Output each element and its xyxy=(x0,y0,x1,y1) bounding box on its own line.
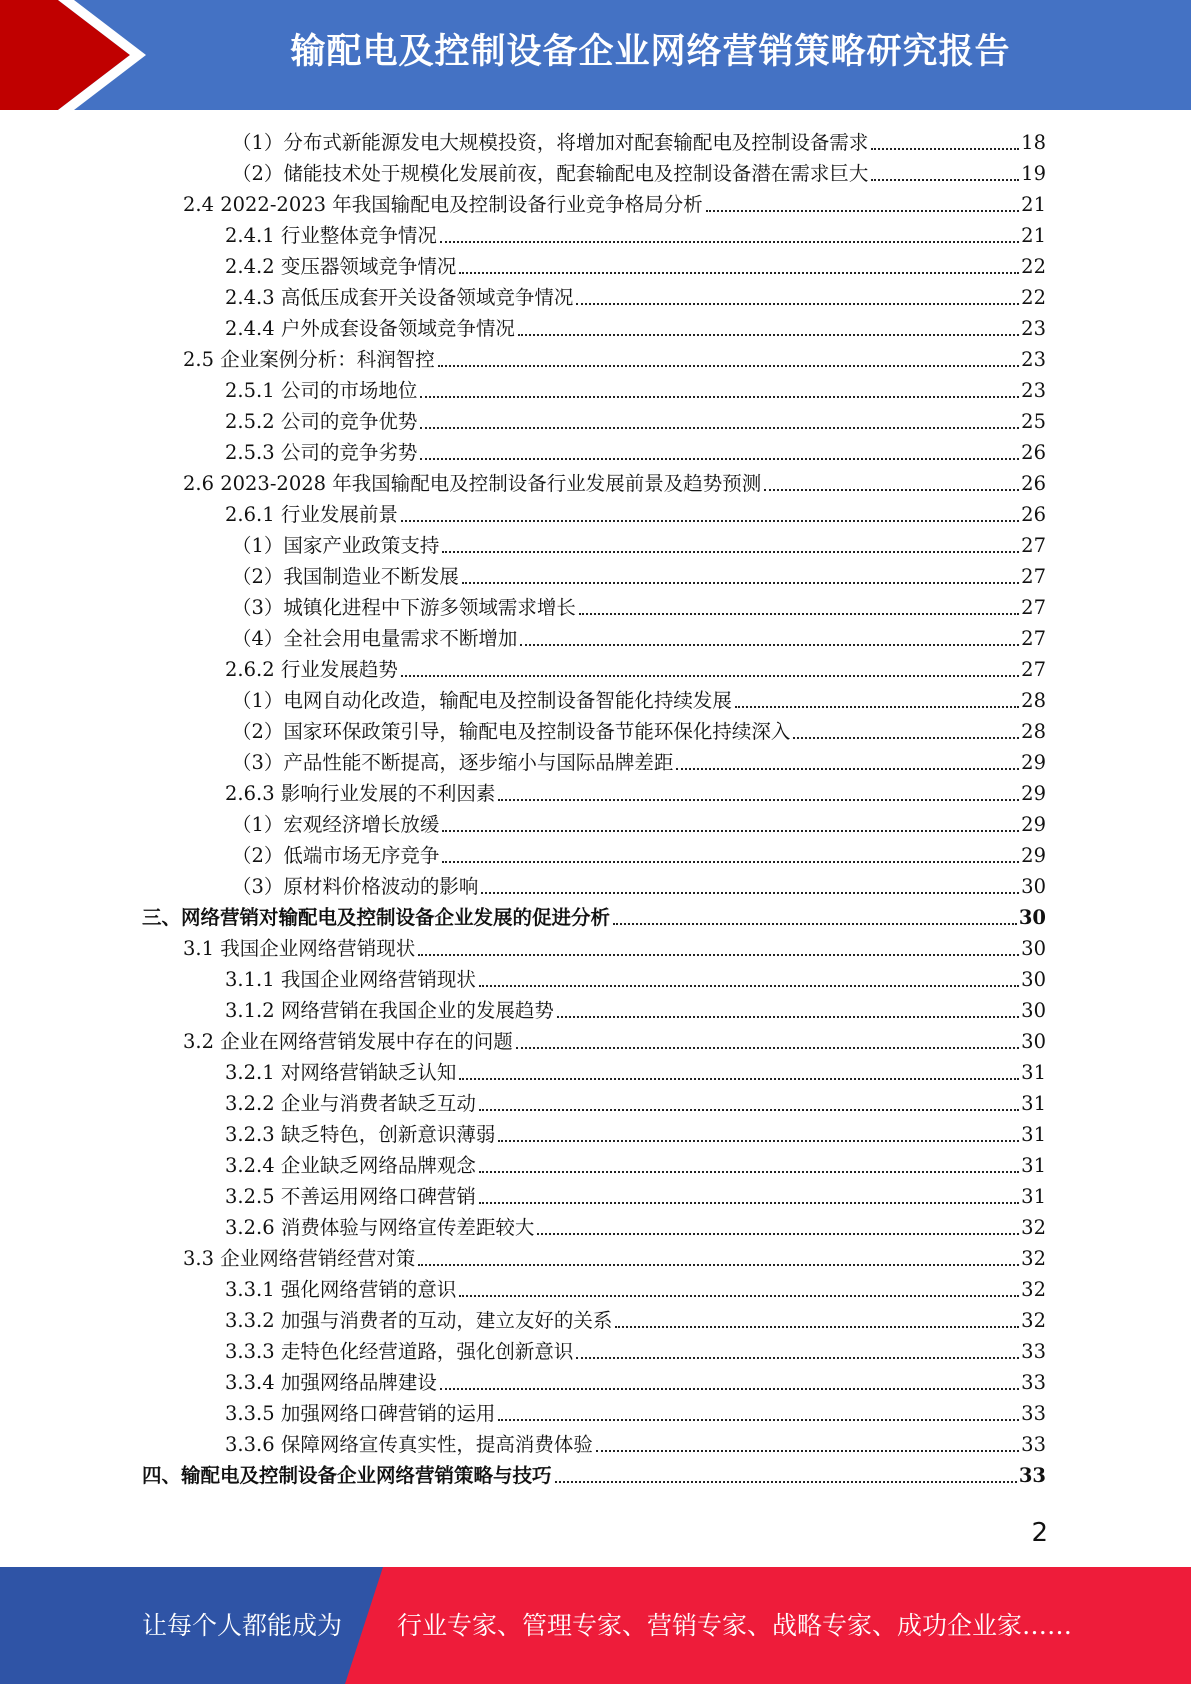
toc-entry-label: 3.1 我国企业网络营销现状 xyxy=(183,937,416,960)
toc-entry[interactable] xyxy=(225,1429,1046,1460)
toc-entry-page: 27 xyxy=(1021,534,1046,557)
dot-leader xyxy=(459,272,1019,274)
toc-entry-page: 25 xyxy=(1021,410,1046,433)
toc-entry-label: 2.4 2022-2023 年我国输配电及控制设备行业竞争格局分析 xyxy=(183,193,703,216)
toc-entry-label: 3.3.1 强化网络营销的意识 xyxy=(225,1278,457,1301)
toc-entry-page: 22 xyxy=(1021,255,1046,278)
toc-entry[interactable] xyxy=(232,530,1046,561)
dot-leader xyxy=(438,365,1019,367)
dot-leader xyxy=(440,1388,1019,1390)
dot-leader xyxy=(401,520,1019,522)
toc-entry-label: 3.2.6 消费体验与网络宣传差距较大 xyxy=(225,1216,535,1239)
dot-leader xyxy=(418,954,1019,956)
toc-entry-label: 2.6.2 行业发展趋势 xyxy=(225,658,398,681)
toc-entry[interactable] xyxy=(225,1057,1046,1088)
dot-leader xyxy=(520,644,1019,646)
toc-entry[interactable] xyxy=(232,127,1046,158)
toc-entry-page: 33 xyxy=(1018,1464,1046,1487)
dot-leader xyxy=(420,458,1019,460)
toc-entry[interactable] xyxy=(183,468,1046,499)
toc-entry-label: （1）国家产业政策支持 xyxy=(232,534,440,557)
dot-leader xyxy=(481,892,1019,894)
toc-entry[interactable] xyxy=(225,499,1046,530)
dot-leader xyxy=(479,1109,1019,1111)
toc-entry-label: 3.1.1 我国企业网络营销现状 xyxy=(225,968,476,991)
toc-entry-label: 2.5.3 公司的竞争劣势 xyxy=(225,441,418,464)
dot-leader xyxy=(764,489,1019,491)
toc-entry[interactable] xyxy=(183,344,1046,375)
dot-leader xyxy=(615,1326,1019,1328)
toc-entry-page: 26 xyxy=(1021,441,1046,464)
toc-entry[interactable] xyxy=(225,220,1046,251)
toc-entry[interactable] xyxy=(225,1212,1046,1243)
toc-entry-page: 29 xyxy=(1021,813,1046,836)
dot-leader xyxy=(442,830,1019,832)
dot-leader xyxy=(676,768,1019,770)
toc-entry[interactable] xyxy=(225,282,1046,313)
toc-entry-page: 27 xyxy=(1021,596,1046,619)
dot-leader xyxy=(462,582,1019,584)
dot-leader xyxy=(793,737,1019,739)
toc-entry[interactable] xyxy=(232,561,1046,592)
toc-entry[interactable] xyxy=(232,623,1046,654)
toc-entry-label: 3.3.3 走特色化经营道路，强化创新意识 xyxy=(225,1340,574,1363)
dot-leader xyxy=(596,1450,1019,1452)
toc-chapter-entry[interactable] xyxy=(142,1460,1046,1491)
dot-leader xyxy=(735,706,1019,708)
toc-entry-page: 31 xyxy=(1021,1154,1046,1177)
dot-leader xyxy=(706,210,1019,212)
toc-entry-label: 3.3.5 加强网络口碑营销的运用 xyxy=(225,1402,496,1425)
toc-entry-page: 31 xyxy=(1021,1123,1046,1146)
dot-leader xyxy=(498,799,1019,801)
toc-entry-label: 3.2.5 不善运用网络口碑营销 xyxy=(225,1185,476,1208)
toc-entry-label: 3.2.2 企业与消费者缺乏互动 xyxy=(225,1092,476,1115)
dot-leader xyxy=(442,861,1019,863)
toc-entry[interactable] xyxy=(232,592,1046,623)
toc-entry-label: （1）电网自动化改造，输配电及控制设备智能化持续发展 xyxy=(232,689,732,712)
toc-entry-label: 3.3.2 加强与消费者的互动，建立友好的关系 xyxy=(225,1309,613,1332)
toc-entry-label: （2）我国制造业不断发展 xyxy=(232,565,459,588)
dot-leader xyxy=(420,396,1019,398)
dot-leader xyxy=(576,1357,1019,1359)
toc-entry-page: 31 xyxy=(1021,1185,1046,1208)
toc-entry-page: 23 xyxy=(1021,348,1046,371)
toc-entry-label: 四、输配电及控制设备企业网络营销策略与技巧 xyxy=(142,1464,552,1487)
toc-entry-page: 33 xyxy=(1021,1340,1046,1363)
toc-entry-label: （1）宏观经济增长放缓 xyxy=(232,813,440,836)
toc-entry-page: 31 xyxy=(1021,1092,1046,1115)
dot-leader xyxy=(420,427,1019,429)
toc-entry-label: （4）全社会用电量需求不断增加 xyxy=(232,627,518,650)
toc-entry-page: 21 xyxy=(1021,224,1046,247)
dot-leader xyxy=(459,1295,1019,1297)
footer-slogan-left: 让每个人都能成为 xyxy=(142,1611,343,1640)
dot-leader xyxy=(498,1419,1019,1421)
toc-entry-page: 33 xyxy=(1021,1433,1046,1456)
toc-entry-label: 2.5.1 公司的市场地位 xyxy=(225,379,418,402)
toc-entry-label: 3.2.3 缺乏特色，创新意识薄弱 xyxy=(225,1123,496,1146)
toc-chapter-entry[interactable] xyxy=(142,902,1046,933)
toc-entry-page: 18 xyxy=(1021,131,1046,154)
page-footer xyxy=(0,1567,1191,1684)
toc-entry[interactable] xyxy=(183,1026,1046,1057)
toc-entry-label: 3.2.1 对网络营销缺乏认知 xyxy=(225,1061,457,1084)
dot-leader xyxy=(498,1140,1019,1142)
toc-entry[interactable] xyxy=(225,406,1046,437)
toc-entry[interactable] xyxy=(225,964,1046,995)
toc-entry-label: （2）低端市场无序竞争 xyxy=(232,844,440,867)
toc-entry-label: 2.5.2 公司的竞争优势 xyxy=(225,410,418,433)
toc-entry-page: 22 xyxy=(1021,286,1046,309)
toc-entry[interactable] xyxy=(232,840,1046,871)
toc-entry[interactable] xyxy=(232,716,1046,747)
footer-slogan-right: 行业专家、管理专家、营销专家、战略专家、成功企业家…… xyxy=(397,1611,1073,1640)
toc-entry-page: 27 xyxy=(1021,658,1046,681)
toc-entry-label: （3）原材料价格波动的影响 xyxy=(232,875,479,898)
toc-entry-page: 29 xyxy=(1021,844,1046,867)
toc-entry-page: 30 xyxy=(1021,875,1046,898)
toc-entry[interactable] xyxy=(225,1274,1046,1305)
toc-entry-page: 30 xyxy=(1021,1030,1046,1053)
toc-entry[interactable] xyxy=(232,685,1046,716)
toc-entry[interactable] xyxy=(225,375,1046,406)
dot-leader xyxy=(516,1047,1019,1049)
page-header xyxy=(0,0,1191,110)
dot-leader xyxy=(579,613,1019,615)
dot-leader xyxy=(555,1481,1017,1483)
header-title: 输配电及控制设备企业网络营销策略研究报告 xyxy=(290,32,1011,72)
toc-entry-page: 30 xyxy=(1021,968,1046,991)
dot-leader xyxy=(518,334,1019,336)
toc-entry-label: （3）产品性能不断提高，逐步缩小与国际品牌差距 xyxy=(232,751,674,774)
toc-entry-page: 32 xyxy=(1021,1216,1046,1239)
toc-entry-page: 19 xyxy=(1021,162,1046,185)
toc-entry-label: （2）国家环保政策引导，输配电及控制设备节能环保化持续深入 xyxy=(232,720,791,743)
dot-leader xyxy=(557,1016,1019,1018)
toc-entry[interactable] xyxy=(225,1305,1046,1336)
toc-entry-page: 29 xyxy=(1021,751,1046,774)
toc-entry-label: （3）城镇化进程中下游多领域需求增长 xyxy=(232,596,576,619)
toc-entry-label: 3.3.6 保障网络宣传真实性，提高消费体验 xyxy=(225,1433,593,1456)
toc-entry[interactable] xyxy=(232,747,1046,778)
dot-leader xyxy=(479,1171,1019,1173)
toc-entry-page: 32 xyxy=(1021,1247,1046,1270)
toc-entry[interactable] xyxy=(225,1398,1046,1429)
dot-leader xyxy=(401,675,1019,677)
dot-leader xyxy=(576,303,1019,305)
toc-entry-label: （2）储能技术处于规模化发展前夜，配套输配电及控制设备潜在需求巨大 xyxy=(232,162,869,185)
toc-entry-page: 29 xyxy=(1021,782,1046,805)
toc-entry-page: 26 xyxy=(1021,472,1046,495)
toc-entry[interactable] xyxy=(225,1367,1046,1398)
toc-entry[interactable] xyxy=(225,1119,1046,1150)
toc-entry[interactable] xyxy=(183,189,1046,220)
toc-entry-label: 3.1.2 网络营销在我国企业的发展趋势 xyxy=(225,999,554,1022)
toc-entry[interactable] xyxy=(232,871,1046,902)
dot-leader xyxy=(871,179,1019,181)
toc-entry[interactable] xyxy=(225,1181,1046,1212)
toc-entry-label: 2.4.3 高低压成套开关设备领域竞争情况 xyxy=(225,286,574,309)
toc-entry[interactable] xyxy=(232,809,1046,840)
toc-entry-page: 31 xyxy=(1021,1061,1046,1084)
toc-entry-label: 2.4.2 变压器领域竞争情况 xyxy=(225,255,457,278)
toc-entry-label: 3.3 企业网络营销经营对策 xyxy=(183,1247,416,1270)
toc-entry-page: 30 xyxy=(1021,999,1046,1022)
toc-entry-page: 27 xyxy=(1021,565,1046,588)
toc-entry[interactable] xyxy=(225,437,1046,468)
toc-entry[interactable] xyxy=(183,933,1046,964)
toc-entry[interactable] xyxy=(225,313,1046,344)
toc-entry-label: 2.4.1 行业整体竞争情况 xyxy=(225,224,437,247)
toc-entry-page: 33 xyxy=(1021,1371,1046,1394)
toc-entry-page: 23 xyxy=(1021,317,1046,340)
toc-entry-label: 3.2.4 企业缺乏网络品牌观念 xyxy=(225,1154,476,1177)
toc-entry-page: 33 xyxy=(1021,1402,1046,1425)
dot-leader xyxy=(459,1078,1019,1080)
toc-entry-page: 32 xyxy=(1021,1278,1046,1301)
toc-entry[interactable] xyxy=(225,654,1046,685)
toc-entry-label: 2.4.4 户外成套设备领域竞争情况 xyxy=(225,317,515,340)
toc-entry[interactable] xyxy=(232,158,1046,189)
toc-entry[interactable] xyxy=(225,1336,1046,1367)
toc-entry-page: 23 xyxy=(1021,379,1046,402)
dot-leader xyxy=(479,985,1019,987)
toc-entry[interactable] xyxy=(225,1088,1046,1119)
toc-entry[interactable] xyxy=(225,995,1046,1026)
toc-entry[interactable] xyxy=(225,251,1046,282)
toc-entry-page: 26 xyxy=(1021,503,1046,526)
toc-entry-page: 30 xyxy=(1018,906,1046,929)
toc-entry-label: 2.6.3 影响行业发展的不利因素 xyxy=(225,782,496,805)
page-number: 2 xyxy=(1031,1518,1048,1548)
toc-entry-page: 28 xyxy=(1021,689,1046,712)
dot-leader xyxy=(537,1233,1019,1235)
toc-entry-label: 3.2 企业在网络营销发展中存在的问题 xyxy=(183,1030,513,1053)
toc-entry[interactable] xyxy=(225,778,1046,809)
dot-leader xyxy=(613,923,1017,925)
toc-entry-label: 2.6.1 行业发展前景 xyxy=(225,503,398,526)
toc-entry[interactable] xyxy=(183,1243,1046,1274)
toc-entry-page: 32 xyxy=(1021,1309,1046,1332)
dot-leader xyxy=(442,551,1019,553)
toc-entry-page: 21 xyxy=(1021,193,1046,216)
dot-leader xyxy=(440,241,1019,243)
toc-entry-label: 三、网络营销对输配电及控制设备企业发展的促进分析 xyxy=(142,906,611,929)
toc-entry-page: 28 xyxy=(1021,720,1046,743)
toc-entry-page: 27 xyxy=(1021,627,1046,650)
toc-entry-label: 2.6 2023-2028 年我国输配电及控制设备行业发展前景及趋势预测 xyxy=(183,472,762,495)
dot-leader xyxy=(479,1202,1019,1204)
toc-entry-label: 3.3.4 加强网络品牌建设 xyxy=(225,1371,437,1394)
dot-leader xyxy=(871,148,1019,150)
dot-leader xyxy=(418,1264,1019,1266)
toc-entry-label: 2.5 企业案例分析：科润智控 xyxy=(183,348,435,371)
toc-entry-label: （1）分布式新能源发电大规模投资，将增加对配套输配电及控制设备需求 xyxy=(232,131,869,154)
toc-entry-page: 30 xyxy=(1021,937,1046,960)
toc-entry[interactable] xyxy=(225,1150,1046,1181)
